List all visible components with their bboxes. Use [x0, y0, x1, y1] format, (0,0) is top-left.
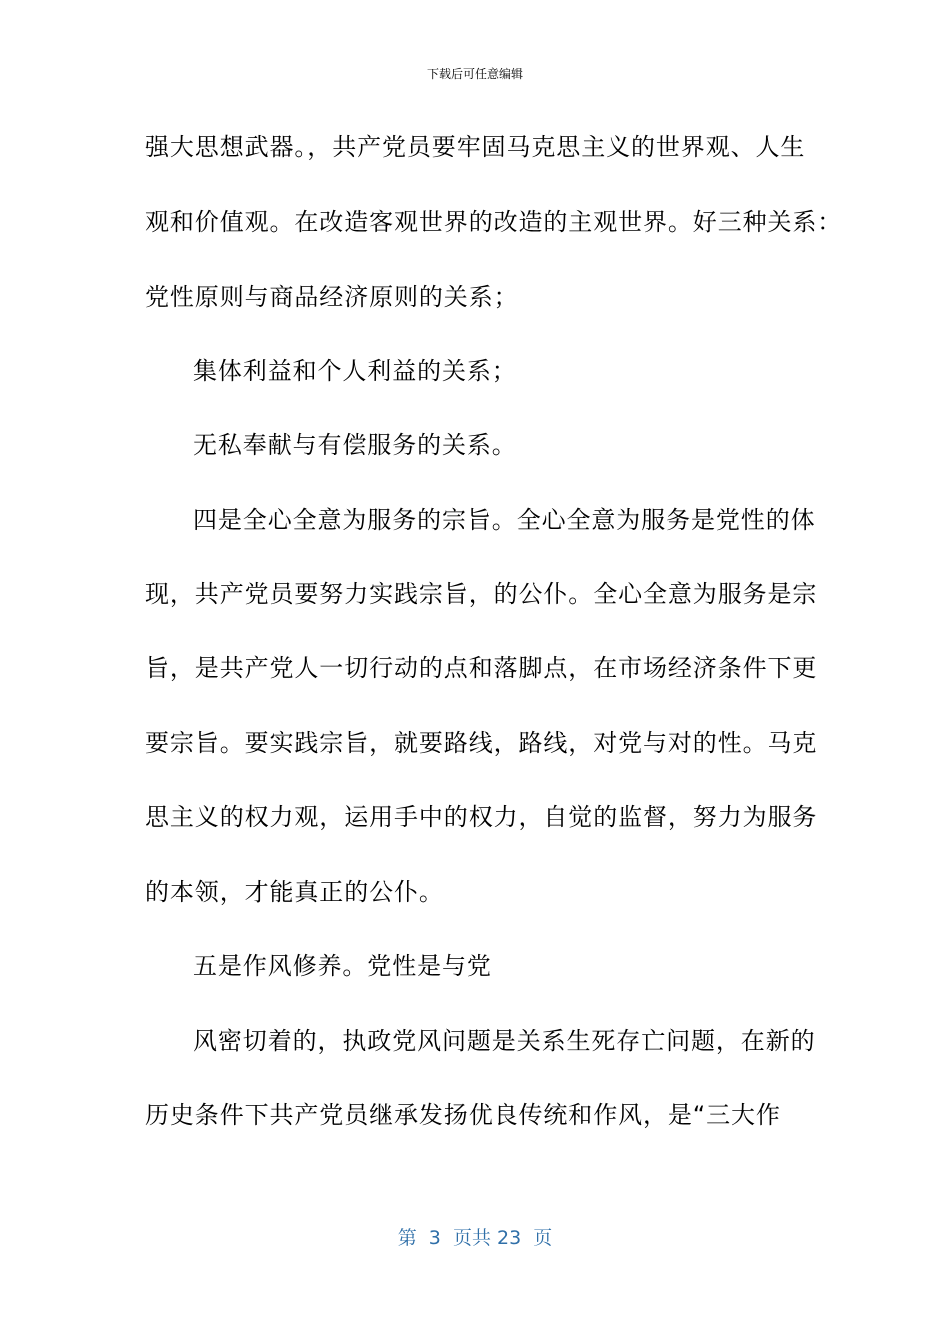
- text-line: 要宗旨。要实践宗旨，就要路线，路线，对党与对的性。马克: [145, 729, 818, 757]
- page-header-note: 下载后可任意编辑: [426, 67, 523, 81]
- page-number-footer: 第 3 页共 23 页: [397, 1227, 553, 1249]
- text-line: 强大思想武器。，共产党员要牢固马克思主义的世界观、人生: [145, 133, 806, 161]
- text-line: 历史条件下共产党员继承发扬优良传统和作风，是“三大作: [145, 1101, 781, 1129]
- text-line: 四是全心全意为服务的宗旨。全心全意为服务是党性的体: [193, 506, 816, 534]
- text-line: 的本领，才能真正的公仆。: [145, 878, 444, 906]
- text-line: 集体利益和个人利益的关系；: [193, 357, 517, 385]
- text-line: 现，共产党员要努力实践宗旨，的公仆。全心全意为服务是宗: [145, 580, 818, 608]
- text-line: 思主义的权力观，运用手中的权力，自觉的监督，努力为服务: [145, 803, 818, 831]
- text-line: 旨，是共产党人一切行动的点和落脚点，在市场经济条件下更: [145, 654, 818, 682]
- text-line: 无私奉献与有偿服务的关系。: [193, 431, 517, 459]
- text-line: 五是作风修养。党性是与党: [193, 952, 492, 980]
- text-line: 党性原则与商品经济原则的关系；: [145, 283, 519, 311]
- text-line: 观和价值观。在改造客观世界的改造的主观世界。好三种关系：: [145, 208, 843, 236]
- text-line: 风密切着的，执政党风问题是关系生死存亡问题，在新的: [193, 1027, 816, 1055]
